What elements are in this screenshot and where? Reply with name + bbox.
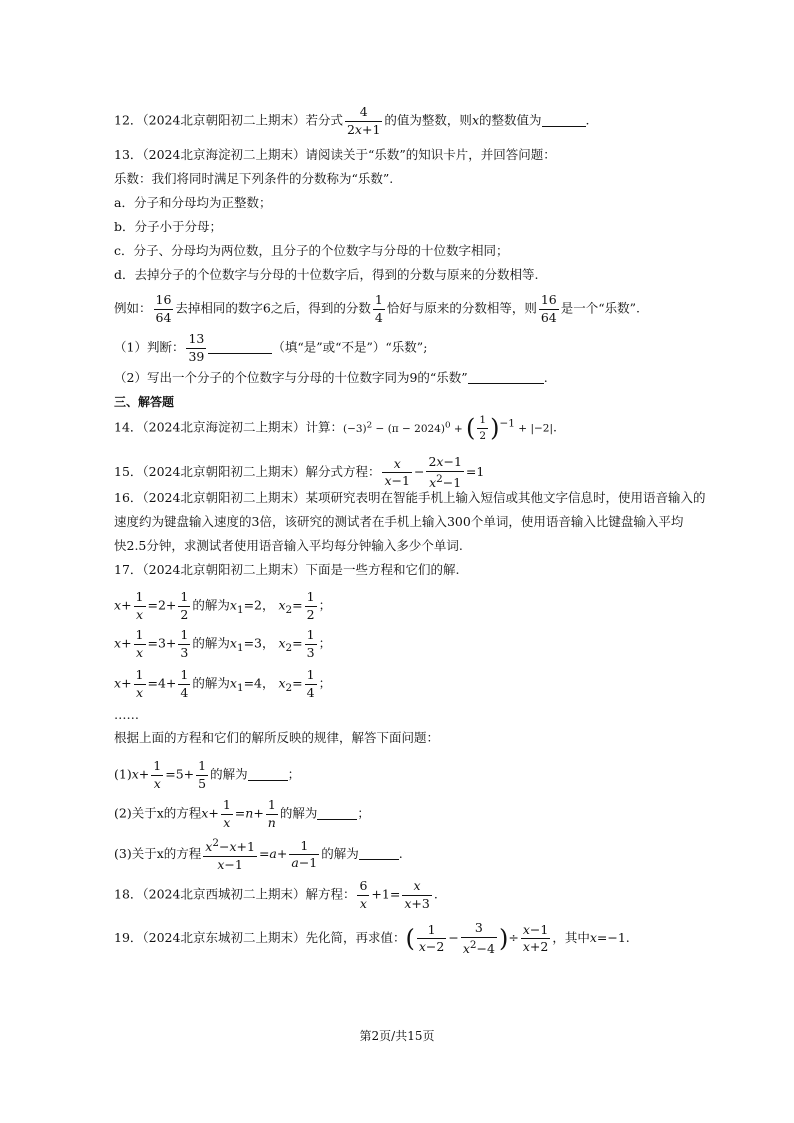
answer-blank[interactable] [208,341,272,354]
question-17-part-3: (3)关于x的方程 $\frac{x^2-x+1}{x-1}$ =a+ $\frac{1}{a-1}$ 的解为 . [114,837,403,872]
question-19: 19．（2024北京东城初二上期末）先化简，再求值：( $\frac{1}{x-2}$ − $\frac{3}{x^2-4}$ )÷ $\frac{x-1}{x+2}$ ，其中x=−1. [114,920,630,956]
answer-blank[interactable] [317,807,357,820]
question-14: 14．（2024北京海淀初二上期末）计算：$(-3)^2 - (\pi - 2024)^0$ + ( $\frac{1}{2}$ )$^{-1}$ + |−2|. [114,414,557,442]
question-16-line-2: 速度约为键盘输入速度的3倍，该研究的测试者在手机上输入300个单词，使用语音输入比键盘输入平均 [114,514,684,529]
question-16-line-1: 16．（2024北京朝阳初二上期末）某项研究表明在智能手机上输入短信或其他文字信息时，使用语音输入的 [114,490,706,505]
example-line: 例如： $\frac{16}{64}$ 去掉相同的数字6之后，得到的分数 $\frac{1}{4}$ 恰好与原来的分数相等，则 $\frac{16}{64}$ 是一个“乐数”. [114,292,641,325]
question-16-line-3: 快2.5分钟，求测试者使用语音输入平均每分钟输入多少个单词. [114,538,463,553]
question-12: 12．（2024北京朝阳初二上期末）若分式 $\frac{4}{2x+1}$ 的值为整数，则x的整数值为 . [114,104,590,137]
fraction: $\frac{4}{2x+1}$ [346,104,381,137]
equation-example-2: x+ $\frac{1}{x}$ =3+ $\frac{1}{3}$ 的解为$x_1=3$， $x_2=$ $\frac{1}{3}$ ； [114,627,332,660]
question-17-rule: 根据上面的方程和它们的解所反映的规律，解答下面问题： [114,730,440,745]
condition-d: d．去掉分子的个位数字与分母的十位数字后，得到的分数与原来的分数相等. [114,267,539,282]
answer-blank[interactable] [359,847,399,860]
equation-example-1: x+ $\frac{1}{x}$ =2+ $\frac{1}{2}$ 的解为$x_1=2$， $x_2=$ $\frac{1}{2}$ ； [114,589,332,622]
question-15: 15．（2024北京朝阳初二上期末）解分式方程： $\frac{x}{x-1}$ − $\frac{2x-1}{x^2-1}$ =1 [114,454,485,490]
condition-b: b．分子小于分母； [114,219,223,234]
answer-blank[interactable] [468,371,544,384]
question-13-intro: 13．（2024北京海淀初二上期末）请阅读关于“乐数”的知识卡片，并回答问题： [114,147,556,162]
question-17-intro: 17．（2024北京朝阳初二上期末）下面是一些方程和它们的解. [114,562,460,577]
section-heading: 三、解答题 [114,395,175,409]
lshu-definition: 乐数：我们将同时满足下列条件的分数称为“乐数”. [114,171,394,186]
question-17-part-2: (2)关于x的方程x+ $\frac{1}{x}$ =n+ $\frac{1}{n}$ 的解为 ； [114,797,370,830]
question-18: 18．（2024北京西城初二上期末）解方程： $\frac{6}{x}$ +1= $\frac{x}{x+3}$ . [114,878,438,911]
question-13-part-1: （1）判断： $\frac{13}{39}$ （填“是”或“不是”）“乐数”; [114,331,428,364]
page-number: 第2页/共15页 [359,1029,435,1043]
condition-c: c．分子、分母均为两位数，且分子的个位数字与分母的十位数字相同； [114,243,509,258]
question-13-part-2: （2）写出一个分子的个位数字与分母的十位数字同为9的“乐数” . [114,370,548,385]
question-17-part-1: (1)x+ $\frac{1}{x}$ =5+ $\frac{1}{5}$ 的解为 ； [114,758,301,791]
answer-blank[interactable] [542,114,586,127]
condition-a: a．分子和分母均为正整数； [114,195,272,210]
answer-blank[interactable] [248,768,288,781]
ellipsis: …… [114,707,139,722]
equation-example-3: x+ $\frac{1}{x}$ =4+ $\frac{1}{4}$ 的解为$x_1=4$， $x_2=$ $\frac{1}{4}$ ； [114,667,332,700]
